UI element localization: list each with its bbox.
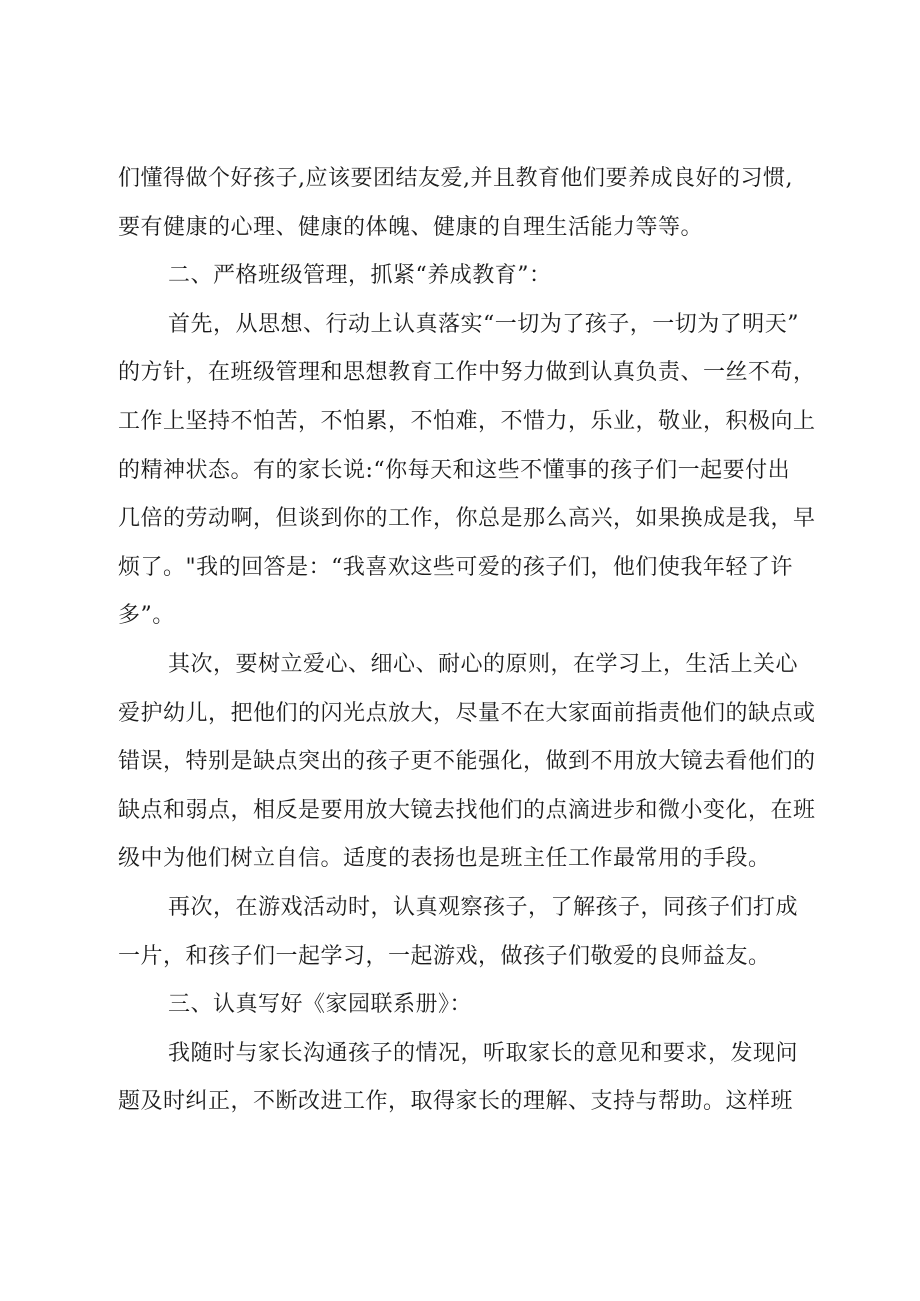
text-line: 题及时纠正，不断改进工作，取得家长的理解、支持与帮助。这样班 xyxy=(118,1089,794,1115)
text-line: 级中为他们树立自信。适度的表扬也是班主任工作最常用的手段。 xyxy=(118,846,771,872)
text-line: 的精神状态。有的家长说:“你每天和这些不懂事的孩子们一起要付出 xyxy=(118,457,791,483)
text-line: 几倍的劳动啊，但谈到你的工作，你总是那么高兴，如果换成是我，早 xyxy=(118,506,816,532)
text-line: 们懂得做个好孩子,应该要团结友爱,并且教育他们要养成良好的习惯, xyxy=(118,166,793,191)
section-heading: 三、认真写好《家园联系册》： xyxy=(168,992,473,1018)
text-line: 工作上坚持不怕苦，不怕累，不怕难，不惜力，乐业，敬业，积极向上 xyxy=(118,408,816,434)
paragraph-start: 我随时与家长沟通孩子的情况，听取家长的意见和要求，发现问 xyxy=(168,1040,799,1066)
text-line: 的方针，在班级管理和思想教育工作中努力做到认真负责、一丝不苟， xyxy=(118,360,816,386)
section-heading: 二、严格班级管理，抓紧“养成教育”： xyxy=(168,263,552,289)
text-line: 要有健康的心理、健康的体魄、健康的自理生活能力等等。 xyxy=(118,214,704,240)
document-body xyxy=(118,155,822,1127)
text-line: 错误，特别是缺点突出的孩子更不能强化，做到不用放大镜去看他们的 xyxy=(118,749,816,775)
text-line: 一片，和孩子们一起学习，一起游戏，做孩子们敬爱的良师益友。 xyxy=(118,943,771,969)
text-line: 爱护幼儿，把他们的闪光点放大，尽量不在大家面前指责他们的缺点或 xyxy=(118,700,816,726)
paragraph-start: 首先，从思想、行动上认真落实“一切为了孩子，一切为了明天” xyxy=(168,311,799,337)
text-line: 烦了。"我的回答是：“我喜欢这些可爱的孩子们，他们使我年轻了许 xyxy=(118,554,793,580)
text-line: 多”。 xyxy=(118,603,175,629)
text-line: 缺点和弱点，相反是要用放大镜去找他们的点滴进步和微小变化，在班 xyxy=(118,797,816,823)
paragraph-start: 其次，要树立爱心、细心、耐心的原则，在学习上，生活上关心 xyxy=(168,651,799,677)
paragraph-start: 再次，在游戏活动时，认真观察孩子，了解孩子，同孩子们打成 xyxy=(168,894,799,920)
